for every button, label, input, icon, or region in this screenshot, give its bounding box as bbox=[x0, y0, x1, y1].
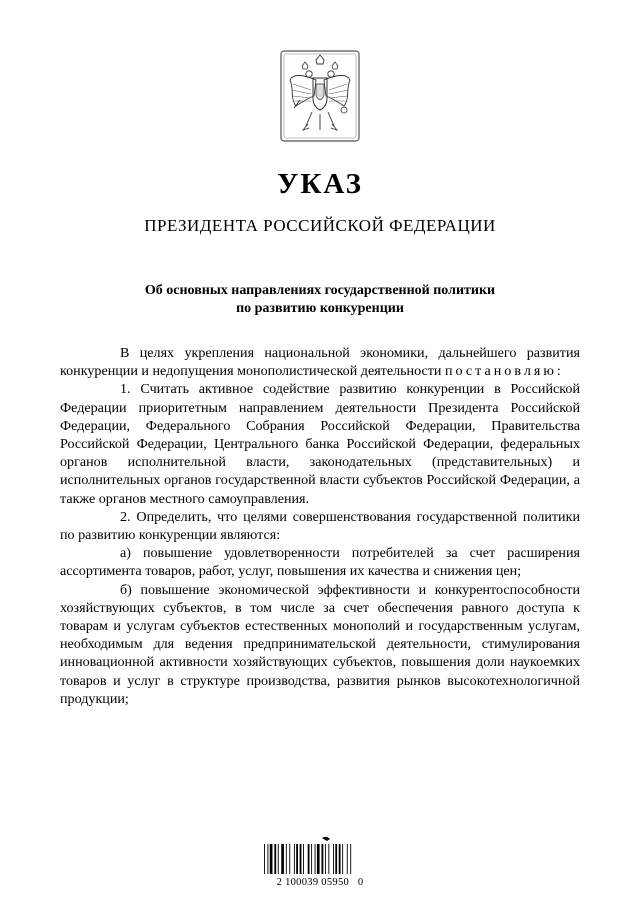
paragraph-1: 1. Считать активное содействие развитию конкуренции в Российской Федерации приоритетным направлением деятельности Президента Российской Федерации, Федерального Собрания Российской Федерации, Правительства Российской Федерации, Центрального банка Российской Федерации, федеральных органов исполнительной власти, законодательных (представительных) и исполнительных органов государственной власти субъектов Российской Федерации, а также органов местного самоуправления. bbox=[60, 381, 580, 507]
paragraph-2b: б) повышение экономической эффективности и конкурентоспособности хозяйствующих субъектов, в том числе за счет обеспечения равного доступа к товарам и услугам субъектов естественных монополий и государственным услугам, необходимым для ведения предпринимательской деятельности, стимулирования инновационной активности хозяйствующих субъектов, повышения доли наукоемких товаров и услуг в структуре производства, развития рынков высокотехнологичной продукции; bbox=[60, 581, 580, 707]
paragraph-2: 2. Определить, что целями совершенствования государственной политики по развитию конкуренции являются: bbox=[60, 508, 580, 544]
heading-line-2: по развитию конкуренции bbox=[236, 301, 404, 316]
intro-text: В целях укрепления национальной экономики, дальнейшего развития конкуренции и недопущения монополистической деятельности bbox=[60, 345, 580, 380]
decree-word: постановляю: bbox=[444, 363, 564, 380]
heading-line-1: Об основных направлениях государственной политики bbox=[144, 283, 496, 298]
document-body bbox=[60, 344, 580, 708]
barcode-bars bbox=[264, 844, 351, 874]
document-title: УКАЗ bbox=[277, 168, 363, 200]
coat-of-arms-icon bbox=[280, 50, 360, 142]
barcode-number: 2 100039 05950 0 bbox=[276, 877, 364, 888]
paragraph-2a: а) повышение удовлетворенности потребителей за счет расширения ассортимента товаров, работ, услуг, повышения их качества и снижения цен; bbox=[60, 545, 580, 580]
document-heading bbox=[60, 282, 580, 318]
barcode-icon bbox=[262, 836, 376, 876]
paragraph-intro bbox=[60, 344, 580, 380]
document-subtitle: ПРЕЗИДЕНТА РОССИЙСКОЙ ФЕДЕРАЦИИ bbox=[144, 216, 496, 235]
